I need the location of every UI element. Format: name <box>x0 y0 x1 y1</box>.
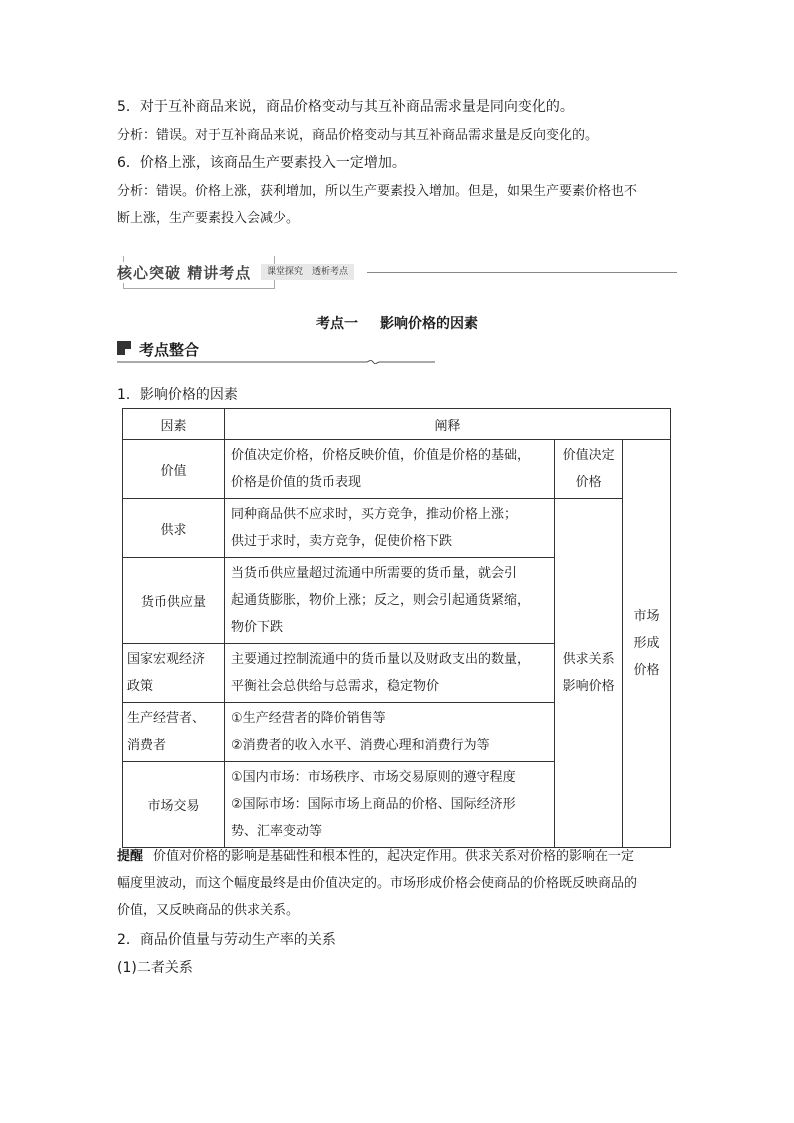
banner-rule <box>367 272 677 273</box>
factors-table <box>122 408 671 848</box>
header-explanation: 阐释 <box>224 409 670 440</box>
reminder-label: 提醒 <box>117 849 144 864</box>
section-name: 影响价格的因素 <box>380 316 478 332</box>
explanation-cell: 同种商品供不应求时，买方竞争，推动价格上涨； 供过于求时，卖方竞争，促使价格下跌 <box>224 499 554 558</box>
section-title <box>0 313 794 333</box>
analysis-label: 分析： <box>117 128 157 143</box>
subsection-underline <box>117 360 435 364</box>
question-6: 6．价格上涨，该商品生产要素投入一定增加。 <box>117 155 406 171</box>
factor-cell: 货币供应量 <box>123 558 225 644</box>
subsection-title: 考点整合 <box>139 341 200 359</box>
section-number: 考点一 <box>316 316 358 332</box>
banner-tag: 课堂探究 透析考点 <box>261 264 354 280</box>
factor-cell: 市场交易 <box>123 762 225 848</box>
banner-title: 核心突破 精讲考点 <box>117 262 255 283</box>
analysis-6-line1 <box>117 180 637 199</box>
square-bullet-icon <box>117 341 131 355</box>
group-market-cell: 市场 形成 价格 <box>622 440 670 848</box>
analysis-label: 分析： <box>117 184 157 199</box>
factor-cell: 国家宏观经济 政策 <box>123 644 225 703</box>
explanation-cell: 价值决定价格，价格反映价值，价值是价格的基础， 价格是价值的货币表现 <box>224 440 554 499</box>
group-value-cell: 价值决定 价格 <box>555 440 622 499</box>
table-header-row <box>123 409 671 440</box>
analysis-text: 错误。对于互补商品来说，商品价格变动与其互补商品需求量是反向变化的。 <box>156 128 599 143</box>
explanation-cell: 当货币供应量超过流通中所需要的货币量，就会引 起通货膨胀，物价上涨；反之，则会引起通货紧缩， 物价下跌 <box>224 558 554 644</box>
table-row <box>123 440 671 499</box>
analysis-6-line2: 断上涨，生产要素投入会减少。 <box>117 211 300 226</box>
table-title: 1．影响价格的因素 <box>117 387 238 403</box>
factor-cell: 生产经营者、 消费者 <box>123 703 225 762</box>
table-row <box>123 499 671 558</box>
group-supply-cell: 供求关系 影响价格 <box>555 499 622 848</box>
explanation-cell: ①生产经营者的降价销售等 ②消费者的收入水平、消费心理和消费行为等 <box>224 703 554 762</box>
header-factor: 因素 <box>123 409 225 440</box>
heading-3: (1)二者关系 <box>117 960 193 976</box>
explanation-cell: 主要通过控制流通中的货币量以及财政支出的数量， 平衡社会总供给与总需求，稳定物价 <box>224 644 554 703</box>
analysis-text: 错误。价格上涨，获利增加，所以生产要素投入增加。但是，如果生产要素价格也不 <box>156 184 638 199</box>
question-5: 5．对于互补商品来说，商品价格变动与其互补商品需求量是同向变化的。 <box>117 99 574 115</box>
heading-2: 2．商品价值量与劳动生产率的关系 <box>117 932 336 948</box>
factor-cell: 价值 <box>123 440 225 499</box>
factor-cell: 供求 <box>123 499 225 558</box>
analysis-5 <box>117 124 598 143</box>
explanation-cell: ①国内市场：市场秩序、市场交易原则的遵守程度 ②国际市场：国际市场上商品的价格、国际经济形 势、汇率变动等 <box>224 762 554 848</box>
section-banner <box>117 256 677 292</box>
reminder-paragraph: 提醒 价值对价格的影响是基础性和根本性的，起决定作用。供求关系对价格的影响在一定 幅度里波动，而这个幅度最终是由价值决定的。市场形成价格会使商品的价格既反映商品的 价值，又反映商品的供求关系。 <box>117 849 638 918</box>
